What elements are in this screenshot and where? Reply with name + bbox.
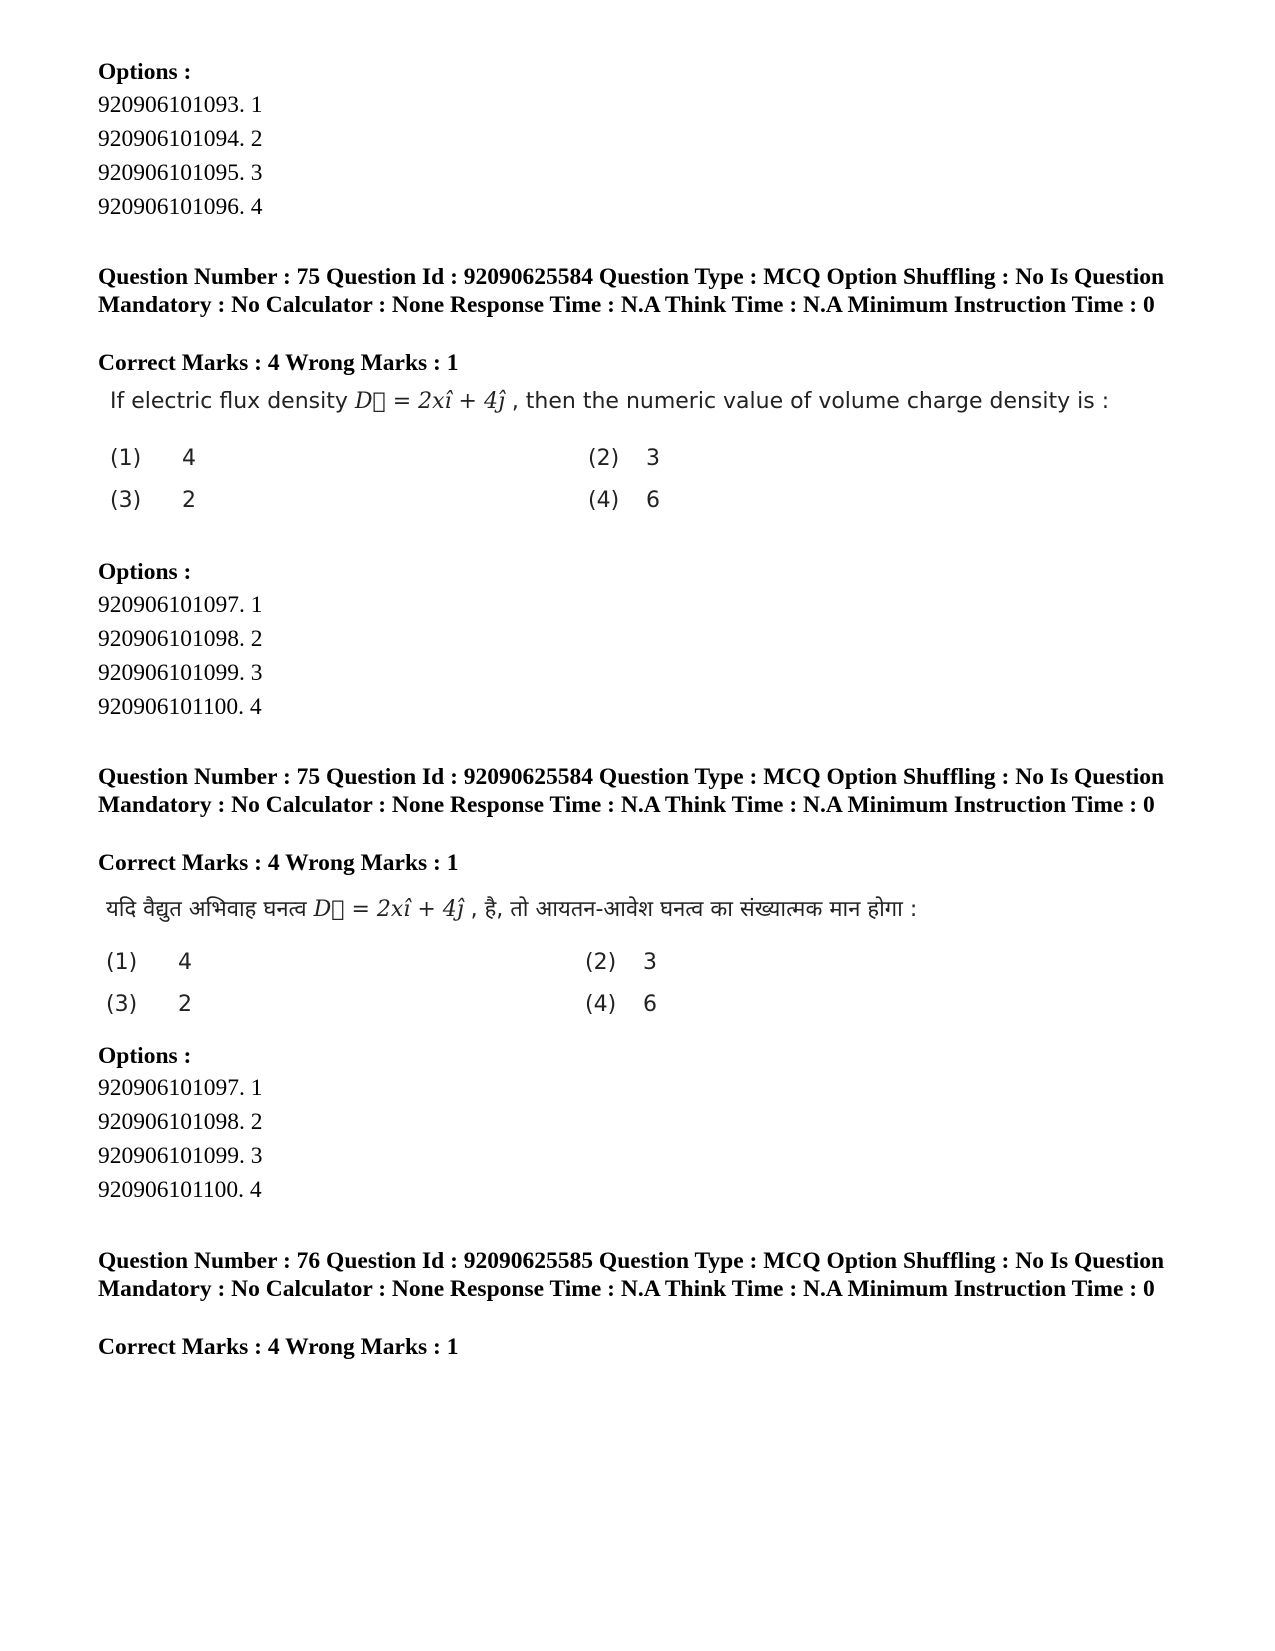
option-id-line: 920906101100. 4 [98, 694, 262, 720]
option-id-line: 920906101095. 3 [98, 160, 263, 186]
question-marks: Correct Marks : 4 Wrong Marks : 1 [98, 350, 459, 376]
stem-text: , then the numeric value of volume charge density is : [511, 389, 1110, 414]
question-marks: Correct Marks : 4 Wrong Marks : 1 [98, 1334, 459, 1360]
choice-item: (2) 3 [588, 446, 660, 471]
option-id-line: 920906101098. 2 [98, 1109, 263, 1135]
question-stem [110, 389, 1109, 414]
option-id-line: 920906101094. 2 [98, 126, 263, 152]
question-meta: Question Number : 76 Question Id : 92090625585 Question Type : MCQ Option Shuffling : No Is Question Mandatory : No Calculator : None Response Time : N.A Think Time : N.A Minimum Instruction Time : 0 [98, 1248, 1165, 1302]
question-stem [106, 893, 917, 923]
choice-item: (3) 2 [106, 992, 192, 1017]
stem-equation: D⃗ = 2xî + 4ĵ [354, 389, 505, 414]
option-id-line: 920906101098. 2 [98, 626, 263, 652]
option-id-line: 920906101099. 3 [98, 660, 263, 686]
option-id-line: 920906101099. 3 [98, 1143, 263, 1169]
option-id-line: 920906101096. 4 [98, 194, 263, 220]
stem-text: यदि वैद्युत अभिवाह घनत्व [106, 897, 307, 922]
choice-item: (4) 6 [585, 992, 657, 1017]
stem-text: , है, तो आयतन-आवेश घनत्व का संख्यात्मक मान होगा : [470, 897, 918, 922]
question-marks: Correct Marks : 4 Wrong Marks : 1 [98, 850, 459, 876]
choice-item: (1) 4 [110, 446, 196, 471]
choice-item: (3) 2 [110, 488, 196, 513]
options-label: Options : [98, 1043, 192, 1069]
stem-equation: D⃗ = 2xî + 4ĵ [313, 897, 464, 922]
options-list [98, 88, 263, 224]
choice-item: (1) 4 [106, 950, 192, 975]
option-id-line: 920906101097. 1 [98, 1075, 263, 1101]
options-list [98, 1071, 263, 1207]
options-label: Options : [98, 559, 192, 585]
choice-item: (2) 3 [585, 950, 657, 975]
question-meta: Question Number : 75 Question Id : 92090625584 Question Type : MCQ Option Shuffling : No Is Question Mandatory : No Calculator : None Response Time : N.A Think Time : N.A Minimum Instruction Time : 0 [98, 764, 1165, 818]
option-id-line: 920906101100. 4 [98, 1177, 262, 1203]
options-list [98, 588, 263, 724]
choice-item: (4) 6 [588, 488, 660, 513]
option-id-line: 920906101093. 1 [98, 92, 263, 118]
option-id-line: 920906101097. 1 [98, 592, 263, 618]
options-label: Options : [98, 59, 192, 85]
question-meta: Question Number : 75 Question Id : 92090625584 Question Type : MCQ Option Shuffling : No Is Question Mandatory : No Calculator : None Response Time : N.A Think Time : N.A Minimum Instruction Time : 0 [98, 264, 1165, 318]
stem-text: If electric flux density [110, 389, 348, 414]
